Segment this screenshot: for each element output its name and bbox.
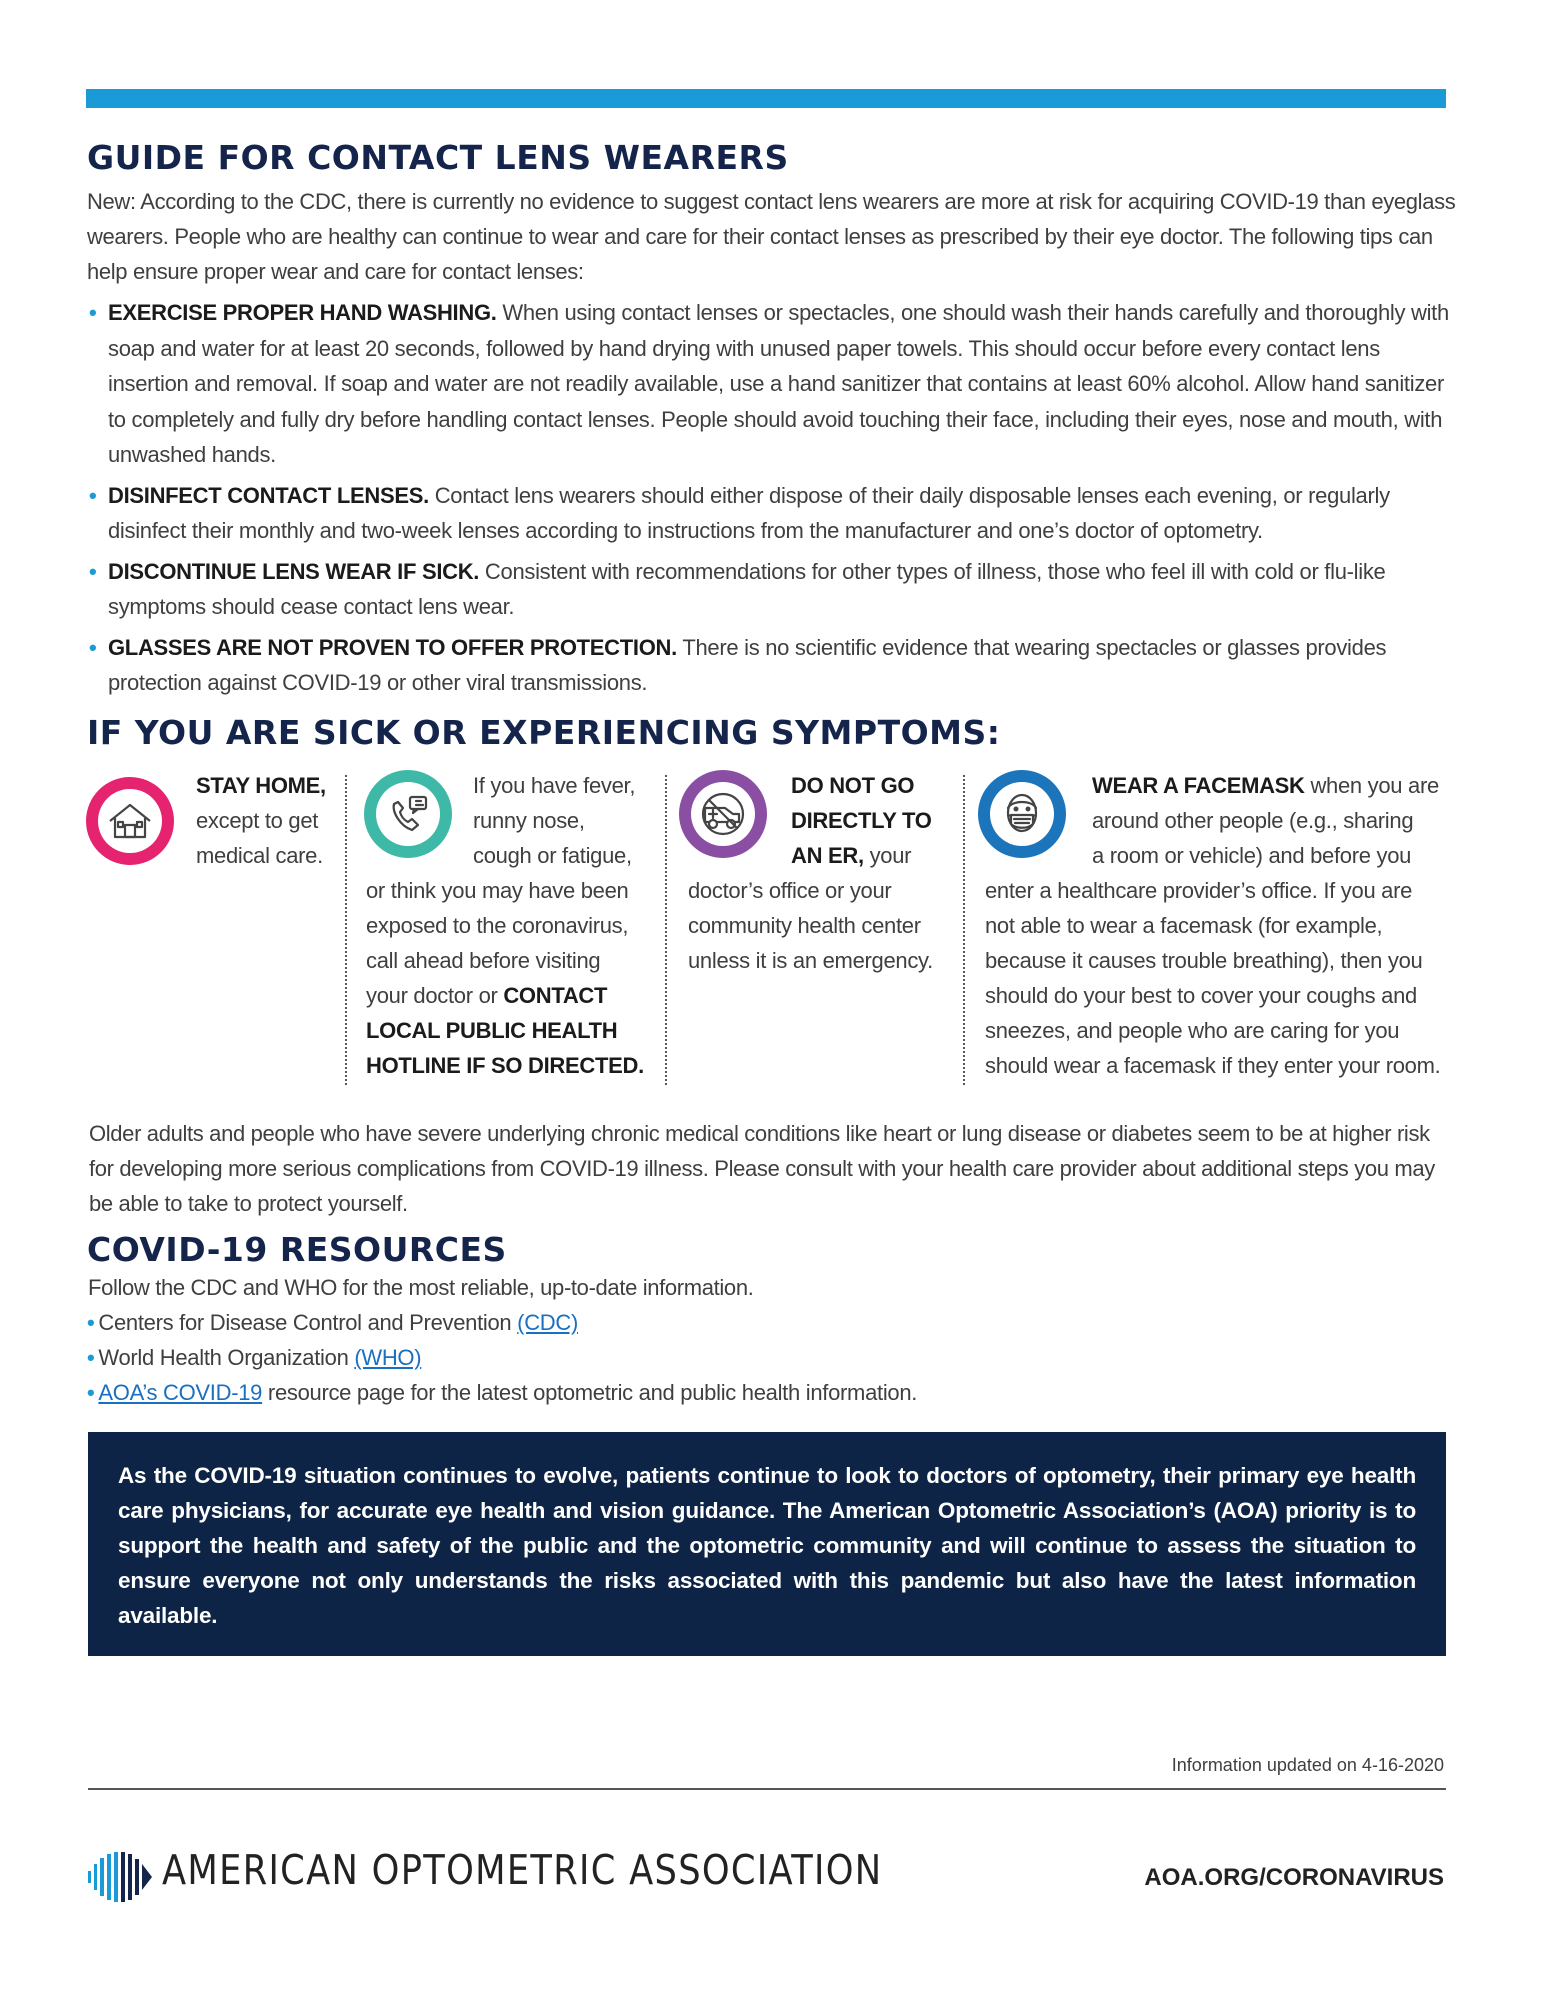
list-item <box>87 478 1459 549</box>
tip-title: DISCONTINUE LENS WEAR IF SICK. <box>108 558 480 584</box>
tip-text: There is no scientific evidence that wearing spectacles or glasses provides protection against COVID-19 or other viral transmissions. <box>108 634 1387 695</box>
text-line: around other people (e.g., sharing <box>1092 808 1414 833</box>
text-line: because it causes trouble breathing), then you <box>985 948 1423 973</box>
text-line: sneezes, and people who are caring for you <box>985 1018 1400 1043</box>
who-link[interactable]: (WHO) <box>354 1345 422 1370</box>
symptom-facemask <box>985 768 1440 1083</box>
tip-title: EXERCISE PROPER HAND WASHING. <box>108 300 497 325</box>
bullet: • <box>89 558 97 584</box>
website-link[interactable]: AOA.ORG/CORONAVIRUS <box>1144 1864 1444 1891</box>
text-line: DIRECTLY TO <box>791 808 932 833</box>
symptom-no-er <box>688 768 933 978</box>
resources-heading: COVID-19 RESOURCES <box>87 1230 507 1269</box>
bullet: • <box>87 1345 95 1370</box>
tip-text: When using contact lenses or spectacles, one should wash their hands carefully and thoroughly with soap and water for at least 20 seconds, followed by hand drying with unused paper towels. This should occur before every contact lens insertion and removal. If soap and water are not readily available, use a hand sanitizer that contains at least 60% alcohol. Allow hand sanitizer to completely and fully dry before handling contact lenses. People should avoid touching their face, including their eyes, nose and mouth, with unwashed hands. <box>108 300 1449 467</box>
guide-heading: GUIDE FOR CONTACT LENS WEARERS <box>87 138 789 177</box>
stay-home-title: STAY HOME, <box>196 773 326 798</box>
text-line: call ahead before visiting <box>366 948 601 973</box>
tip-title: GLASSES ARE NOT PROVEN TO OFFER PROTECTION. <box>108 634 677 660</box>
text-span: your <box>863 843 912 868</box>
text-line: HOTLINE IF SO DIRECTED. <box>366 1053 644 1078</box>
text-line: LOCAL PUBLIC HEALTH <box>366 1018 618 1043</box>
text-line: or think you may have been <box>366 878 629 903</box>
bullet: • <box>87 1380 95 1405</box>
callout-text: As the COVID-19 situation continues to evolve, patients continue to look to doctors of optometry, their primary eye health care physicians, for accurate eye health and vision guidance. The American Optometric Association’s (AOA) priority is to support the health and safety of the public and the optometric community and will continue to assess the situation to ensure everyone not only understands the risks associated with this pandemic but also have the latest information available. <box>118 1463 1416 1628</box>
text-line: exposed to the coronavirus, <box>366 913 629 938</box>
top-accent-bar <box>86 89 1446 108</box>
list-item <box>87 295 1459 473</box>
text-line: doctor’s office or your <box>688 878 892 903</box>
text-line: a room or vehicle) and before you <box>1092 843 1412 868</box>
bullet: • <box>89 482 97 508</box>
bullet: • <box>89 300 97 325</box>
aoa-logo-icon <box>86 1842 156 1912</box>
list-item <box>87 1305 917 1340</box>
symptoms-heading: IF YOU ARE SICK OR EXPERIENCING SYMPTOMS: <box>87 713 1001 752</box>
symptom-stay-home <box>196 768 326 873</box>
older-adults-paragraph: Older adults and people who have severe underlying chronic medical conditions like heart or lung disease or diabetes seem to be at higher risk for developing more serious complications from COVID-19 illness. Please consult with your health care provider about additional steps you may be able to take to protect yourself. <box>89 1121 1435 1216</box>
resource-text: resource page for the latest optometric and public health information. <box>262 1380 918 1405</box>
text-line: If you have fever, <box>473 773 636 798</box>
aoa-covid-link[interactable]: AOA’s COVID-19 <box>98 1380 263 1405</box>
divider <box>345 775 347 1085</box>
text-line: runny nose, <box>473 808 585 833</box>
guide-intro: New: According to the CDC, there is currently no evidence to suggest contact lens wearers are more at risk for acquiring COVID-19 than eyeglass wearers. People who are healthy can continue to wear and care for their contact lenses as prescribed by their eye doctor. The following tips can help ensure proper wear and care for contact lenses: <box>87 189 1456 284</box>
house-icon <box>86 777 174 865</box>
footer-divider <box>88 1788 1446 1790</box>
list-item <box>87 1340 917 1375</box>
text-span: when you are <box>1304 773 1439 798</box>
list-item <box>87 554 1459 625</box>
text-line: enter a healthcare provider’s office. If you are <box>985 878 1413 903</box>
text-line: community health center <box>688 913 921 938</box>
resource-text: World Health Organization <box>98 1345 355 1370</box>
text-span: WEAR A FACEMASK <box>1092 773 1305 798</box>
org-name: AMERICAN OPTOMETRIC ASSOCIATION <box>162 1846 883 1894</box>
divider <box>963 775 965 1085</box>
symptom-call-ahead <box>366 768 644 1083</box>
text-line: should do your best to cover your coughs and <box>985 983 1417 1008</box>
list-item <box>87 1375 917 1410</box>
text-line: medical care. <box>196 843 323 868</box>
resources-intro: Follow the CDC and WHO for the most reliable, up-to-date information. <box>88 1275 754 1300</box>
text-span: your doctor or <box>366 983 504 1008</box>
list-item <box>87 630 1459 701</box>
resources-list <box>87 1305 917 1410</box>
text-span: AN ER, <box>791 843 864 868</box>
tip-text: Consistent with recommendations for other types of illness, those who feel ill with cold or flu-like symptoms should cease contact lens wear. <box>108 558 1386 619</box>
text-line: cough or fatigue, <box>473 843 632 868</box>
text-line: not able to wear a facemask (for example, <box>985 913 1383 938</box>
tip-text: Contact lens wearers should either dispose of their daily disposable lenses each evening, or regularly disinfect their monthly and two-week lenses according to instructions from the manufacturer and one’s doctor of optometry. <box>108 482 1390 543</box>
tip-title: DISINFECT CONTACT LENSES. <box>108 482 429 508</box>
cdc-link[interactable]: (CDC) <box>517 1310 578 1335</box>
callout-box <box>88 1432 1446 1656</box>
bullet: • <box>89 634 97 660</box>
tips-list <box>87 295 1459 706</box>
updated-date: Information updated on 4-16-2020 <box>1171 1755 1444 1775</box>
text-line: unless it is an emergency. <box>688 948 933 973</box>
divider <box>665 775 667 1085</box>
bullet: • <box>87 1310 95 1335</box>
text-line: DO NOT GO <box>791 773 915 798</box>
text-line: should wear a facemask if they enter your room. <box>985 1053 1441 1078</box>
text-line: except to get <box>196 808 319 833</box>
text-span: CONTACT <box>503 983 608 1008</box>
resource-text: Centers for Disease Control and Prevention <box>98 1310 518 1335</box>
